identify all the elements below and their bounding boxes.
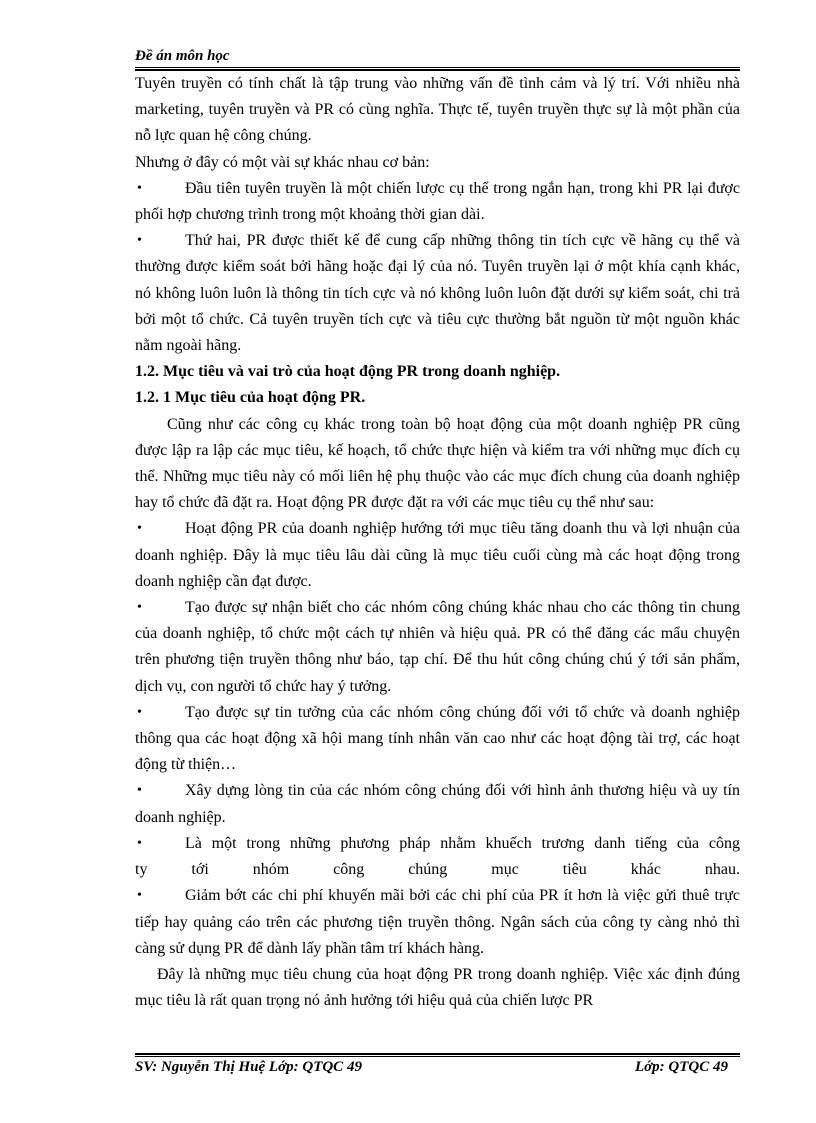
bullet-item [135,883,740,962]
paragraph: ty tới nhóm công chúng mục tiêu khác nhau. [135,861,740,879]
bullet-item [135,700,740,779]
bullet-text: Hoạt động PR của doanh nghiệp hướng tới mục tiêu tăng doanh thu và lợi nhuận của doanh nghiệp. Đây là mục tiêu lâu dài cũng là mục tiêu cuối cùng mà các hoạt động trong doanh nghiệp cần đạt được. [135,520,740,590]
page-footer [135,1059,740,1076]
bullet-item [135,516,740,595]
paragraph: Đây là những mục tiêu chung của hoạt động PR trong doanh nghiệp. Việc xác định đúng mục tiêu là rất quan trọng nó ảnh hưởng tới hiệu quả của chiến lược PR [135,965,740,1010]
bullet-icon: • [137,233,142,249]
paragraph: Nhưng ở đây có một vài sự khác nhau cơ bản: [135,153,430,171]
bullet-item [135,778,740,830]
bullet-item [135,831,740,857]
footer-divider [135,1053,740,1057]
bullet-icon: • [137,835,142,851]
subsection-heading: 1.2. 1 Mục tiêu của hoạt động PR. [135,389,366,407]
bullet-icon: • [137,704,142,720]
bullet-icon: • [137,888,142,904]
bullet-text: Xây dựng lòng tin của các nhóm công chúng đối với hình ảnh thương hiệu và uy tín doanh nghiệp. [135,782,740,826]
bullet-item [135,228,740,359]
section-heading: 1.2. Mục tiêu và vai trò của hoạt động PR trong doanh nghiệp. [135,363,561,381]
bullet-item [135,176,740,228]
bullet-text: Đầu tiên tuyên truyền là một chiến lược cụ thể trong ngắn hạn, trong khi PR lại được phối hợp chương trình trong một khoảng thời gian dài. [135,179,740,224]
paragraph: Tuyên truyền có tính chất là tập trung vào những vấn đề tình cảm và lý trí. Với nhiều nhà marketing, tuyên truyền và PR có cùng nghĩa. Thực tế, tuyên truyền thực sự là một phần của nỗ lực quan hệ công chúng. [135,75,740,145]
bullet-text: Tạo được sự nhận biết cho các nhóm công chúng khác nhau cho các thông tin chung của doanh nghiệp, tổ chức một cách tự nhiên và hiệu quả. PR có thể đăng các mẩu chuyện trên phương tiện truyền thông như báo, tạp chí. Để thu hút công chúng chú ý tới sản phẩm, dịch vụ, con người tổ chức hay ý tưởng. [135,599,740,695]
bullet-icon: • [137,180,142,196]
document-body [135,71,740,1014]
bullet-text: Là một trong những phương pháp nhằm khuếch trương danh tiếng của công [185,834,740,852]
footer-class-info: Lớp: QTQC 49 [634,1059,728,1075]
footer-student-info: SV: Nguyễn Thị Huệ Lớp: QTQC 49 [135,1059,362,1075]
page-header-title: Đề án môn học [135,48,230,64]
bullet-text: Tạo được sự tin tưởng của các nhóm công chúng đối với tổ chức và doanh nghiệp thông qua các hoạt động xã hội mang tính nhân văn cao như các hoạt động tài trợ, các hoạt động từ thiện… [135,703,740,774]
bullet-item [135,595,740,700]
bullet-text: Giảm bớt các chi phí khuyến mãi bởi các chi phí của PR ít hơn là việc gửi thuê trực tiếp hay quảng cáo trên các phương tiện truyền thông. Ngân sách của công ty càng nhỏ thì càng sử dụng PR để dành lấy phần tâm trí khách hàng. [135,887,740,957]
bullet-text: Thứ hai, PR được thiết kế để cung cấp những thông tin tích cực về hãng cụ thể và thường được kiểm soát bởi hãng hoặc đại lý của nó. Tuyên truyền lại ở một khía cạnh khác, nó không luôn luôn là thông tin tích cực và nó không luôn luôn đặt dưới sự kiểm soát, chi trả bởi một tổ chức. Cả tuyên truyền tích cực và tiêu cực thường bắt nguồn từ một nguồn khác nằm ngoài hãng. [135,232,740,355]
paragraph: Cũng như các công cụ khác trong toàn bộ hoạt động của một doanh nghiệp PR cũng được lập ra lập các mục tiêu, kế hoạch, tổ chức thực hiện và kiểm tra với những mục đích cụ thể. Những mục tiêu này có mối liên hệ phụ thuộc vào các mục đích chung của doanh nghiệp hay tổ chức đã đặt ra. Hoạt động PR được đặt ra với các mục tiêu cụ thể như sau: [135,415,740,512]
bullet-icon: • [137,783,142,799]
bullet-icon: • [137,600,142,616]
bullet-icon: • [137,521,142,537]
